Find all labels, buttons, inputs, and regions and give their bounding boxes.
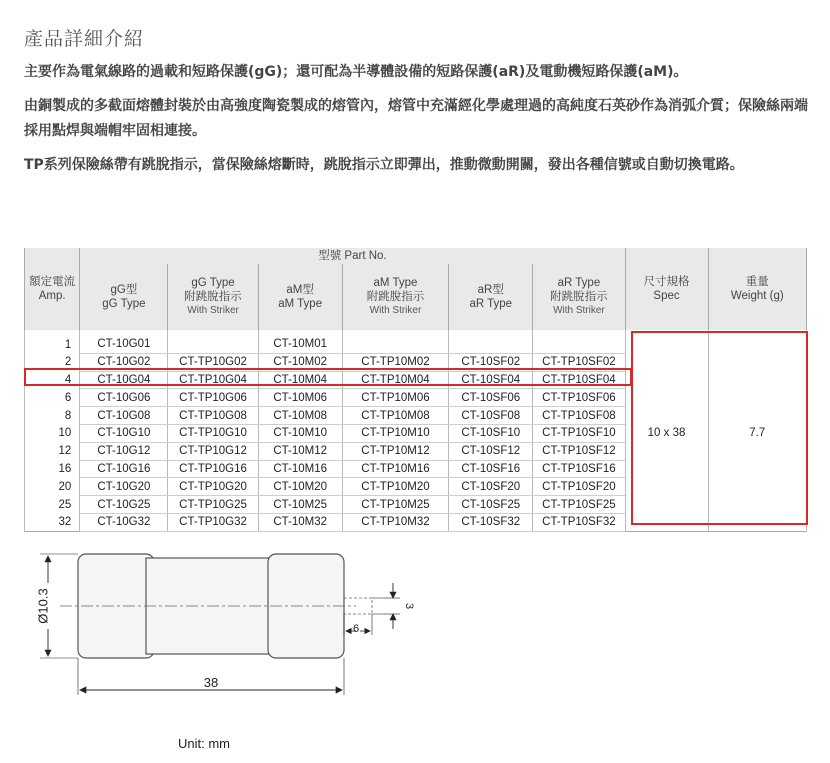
part-number-cell: CT-TP10M10 — [342, 424, 449, 442]
header-gg-striker: gG Type 附跳脫指示 With Striker — [168, 264, 258, 330]
part-number-cell: CT-10M25 — [258, 496, 342, 514]
part-number-cell: CT-TP10SF08 — [533, 407, 625, 425]
part-number-cell: CT-10M32 — [258, 513, 342, 531]
part-number-cell: CT-10M06 — [258, 389, 342, 407]
part-number-cell: CT-TP10M16 — [342, 460, 449, 478]
part-number-cell: CT-TP10SF02 — [533, 353, 625, 371]
part-number-cell: CT-10G32 — [80, 513, 168, 531]
part-number-cell: CT-TP10G12 — [168, 442, 258, 460]
part-number-cell: CT-TP10G04 — [168, 371, 258, 389]
unit-label: Unit: mm — [178, 736, 230, 751]
part-number-cell: CT-10SF32 — [449, 513, 533, 531]
part-number-cell: CT-10SF04 — [449, 371, 533, 389]
amp-cell: 8 — [25, 407, 80, 425]
weight-cell: 7.7 — [708, 336, 806, 531]
part-number-cell: CT-TP10M20 — [342, 478, 449, 496]
part-number-cell: CT-10SF12 — [449, 442, 533, 460]
part-number-cell: CT-10G08 — [80, 407, 168, 425]
part-number-cell: CT-TP10M32 — [342, 513, 449, 531]
part-number-cell: CT-TP10G06 — [168, 389, 258, 407]
part-number-cell: CT-TP10M12 — [342, 442, 449, 460]
part-number-cell: CT-10G06 — [80, 389, 168, 407]
part-number-cell: CT-10SF16 — [449, 460, 533, 478]
intro-paragraph-usage: 主要作為電氣線路的過載和短路保護(gG)；還可配為半導體設備的短路保護(aR)及電動機短路保護(aM)。 — [24, 64, 688, 80]
part-number-cell: CT-TP10SF25 — [533, 496, 625, 514]
amp-cell: 1 — [25, 336, 80, 353]
part-number-cell: CT-10SF02 — [449, 353, 533, 371]
header-gg-type: gG型 gG Type — [80, 264, 168, 330]
part-number-cell: CT-10G01 — [80, 336, 168, 353]
amp-cell: 4 — [25, 371, 80, 389]
stud-height-label: 3 — [403, 602, 415, 610]
header-weight: 重量 Weight (g) — [708, 248, 806, 330]
part-number-cell: CT-10SF25 — [449, 496, 533, 514]
part-number-cell: CT-TP10M06 — [342, 389, 449, 407]
part-number-cell: CT-10G04 — [80, 371, 168, 389]
part-number-cell: CT-10G12 — [80, 442, 168, 460]
part-number-cell — [168, 336, 258, 353]
part-number-cell — [533, 336, 625, 353]
header-am-striker: aM Type 附跳脫指示 With Striker — [342, 264, 449, 330]
amp-cell: 6 — [25, 389, 80, 407]
part-number-cell: CT-TP10SF10 — [533, 424, 625, 442]
part-number-cell: CT-TP10M02 — [342, 353, 449, 371]
part-number-cell: CT-10M08 — [258, 407, 342, 425]
part-number-cell: CT-TP10M08 — [342, 407, 449, 425]
part-number-cell: CT-10G20 — [80, 478, 168, 496]
part-number-cell: CT-TP10G20 — [168, 478, 258, 496]
page-title: 產品詳細介紹 — [24, 28, 145, 50]
part-number-cell: CT-10M04 — [258, 371, 342, 389]
part-number-cell: CT-10SF06 — [449, 389, 533, 407]
part-number-cell: CT-TP10G16 — [168, 460, 258, 478]
part-number-cell: CT-10M20 — [258, 478, 342, 496]
amp-cell: 20 — [25, 478, 80, 496]
part-number-cell — [449, 336, 533, 353]
header-ar-striker: aR Type 附跳脫指示 With Striker — [533, 264, 625, 330]
part-number-cell: CT-TP10SF32 — [533, 513, 625, 531]
part-number-cell: CT-TP10SF16 — [533, 460, 625, 478]
length-label: 38 — [203, 675, 219, 690]
part-number-cell: CT-TP10G02 — [168, 353, 258, 371]
part-number-cell: CT-10SF08 — [449, 407, 533, 425]
part-number-cell: CT-TP10M04 — [342, 371, 449, 389]
table-body — [25, 330, 807, 531]
part-number-cell: CT-10M16 — [258, 460, 342, 478]
header-amp: 額定電流 Amp. — [25, 248, 80, 330]
part-number-cell: CT-TP10G10 — [168, 424, 258, 442]
part-number-cell: CT-10G10 — [80, 424, 168, 442]
part-number-cell: CT-TP10M25 — [342, 496, 449, 514]
stud-length-label: 6 — [352, 623, 360, 635]
part-number-cell: CT-TP10G32 — [168, 513, 258, 531]
part-number-cell: CT-TP10G08 — [168, 407, 258, 425]
header-spec: 尺寸規格 Spec — [625, 248, 708, 330]
part-number-cell: CT-10SF20 — [449, 478, 533, 496]
part-number-cell: CT-10M12 — [258, 442, 342, 460]
header-part-no: 型號 Part No. — [80, 248, 625, 264]
part-number-cell: CT-TP10SF12 — [533, 442, 625, 460]
table-row — [25, 336, 807, 353]
amp-cell: 32 — [25, 513, 80, 531]
header-am-type: aM型 aM Type — [258, 264, 342, 330]
part-number-cell: CT-10G02 — [80, 353, 168, 371]
part-number-cell: CT-TP10G25 — [168, 496, 258, 514]
part-number-cell: CT-TP10SF06 — [533, 389, 625, 407]
intro-paragraph-striker: TP系列保險絲帶有跳脫指示，當保險絲熔斷時，跳脫指示立即彈出，推動微動開關，發出各種信號或自動切換電路。 — [24, 157, 744, 173]
intro-paragraph-construction: 由銅製成的多截面熔體封裝於由高強度陶瓷製成的熔管內，熔管中充滿經化學處理過的高純度石英砂作為消弧介質；保險絲兩端採用點焊與端帽牢固相連接。 — [24, 98, 808, 139]
amp-cell: 16 — [25, 460, 80, 478]
part-number-cell: CT-TP10SF04 — [533, 371, 625, 389]
part-number-cell: CT-10G16 — [80, 460, 168, 478]
part-number-table — [24, 248, 807, 532]
fuse-dimension-drawing — [20, 545, 440, 715]
amp-cell: 10 — [25, 424, 80, 442]
part-number-cell: CT-TP10SF20 — [533, 478, 625, 496]
part-number-cell: CT-10G25 — [80, 496, 168, 514]
part-number-cell: CT-10SF10 — [449, 424, 533, 442]
diameter-label: Ø10.3 — [35, 588, 51, 624]
amp-cell: 12 — [25, 442, 80, 460]
part-number-cell: CT-10M01 — [258, 336, 342, 353]
header-ar-type: aR型 aR Type — [449, 264, 533, 330]
part-number-cell: CT-10M02 — [258, 353, 342, 371]
spec-cell: 10 x 38 — [625, 336, 708, 531]
amp-cell: 25 — [25, 496, 80, 514]
part-number-cell: CT-10M10 — [258, 424, 342, 442]
amp-cell: 2 — [25, 353, 80, 371]
part-number-cell — [342, 336, 449, 353]
